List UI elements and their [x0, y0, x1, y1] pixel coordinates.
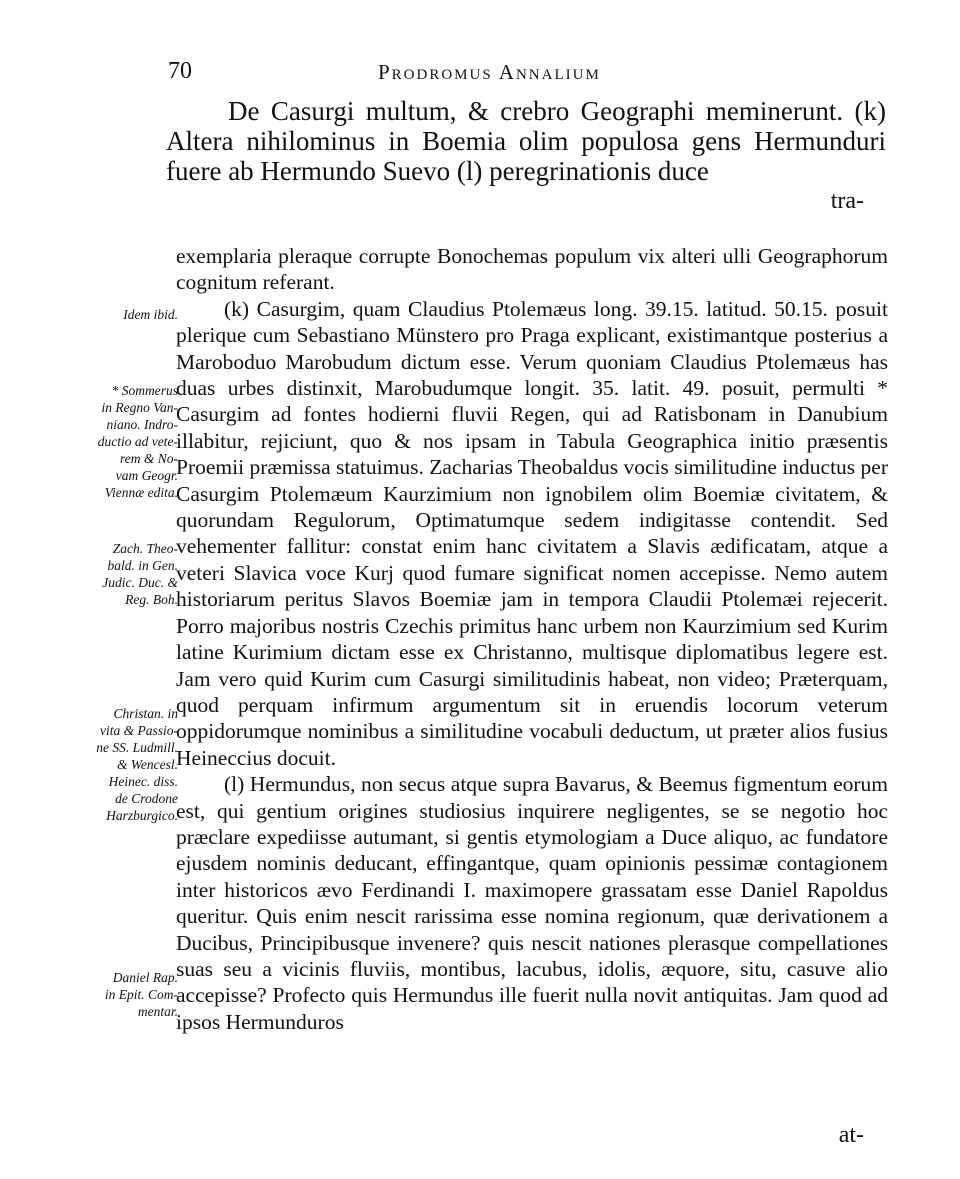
side-note-line: ductio ad vete-: [97, 434, 178, 449]
side-note-line: Harzburgico.: [106, 808, 178, 823]
footnote-l: (l) Hermundus, non secus atque supra Bavarus, & Beemus figmentum eorum est, qui gentium origines studiosius inquirere negligentes, se se negotio hoc præclare expediisse autumant, si gentis etymologiam a Duce aliquo, ac fundatore ejusdem nominis deducant, effingantque, quam opinionis pessimæ contagionem inter historicos ævo Ferdinandi I. maximopere grassatam esse Daniel Rapoldus queritur. Quis enim nescit rarissima esse nomina regionum, quæ derivationem a Ducibus, Principibusque invenere? quis nescit nationes plerasque compellationes suas seu a vicinis fluviis, montibus, lacubus, idolis, æquore, situ, casuve alio accepisse? Profecto quis Hermundus ille fuerit nulla novit antiquitas. Jam quod ad ipsos Hermunduros: [176, 772, 888, 1034]
side-note-theobald: [50, 540, 178, 608]
side-note-christan: [50, 705, 178, 824]
footnote-k: (k) Casurgim, quam Claudius Ptolemæus long. 39.15. latitud. 50.15. posuit plerique cum Sebastiano Münstero pro Praga explicant, existimantque posterius a Maroboduo Marobudum dictum esse. Verum quoniam Claudius Ptolemæus has duas urbes distinxit, Marobudumque longit. 35. latit. 49. posuit, permulti * Casurgim ad fontes hodierni fluvii Regen, qui ad Ratisbonam in Danubium illabitur, rejiciunt, quo & nos ipsam in Tabula Geographica initio præsentis Proemii præmissa statuimus. Zacharias Theobaldus vocis similitudine inductus per Casurgim Ptolemæum Kaurzimium non ignobilem olim Boemiæ civitatem, & quorundam Regulorum, Optimatumque sedem indigitasse contendit. Sed vehementer fallitur: constat enim hanc civitatem a Slavis ædificatam, atque a veteri Slavica voce Kurj quod fumare significat nomen accepisse. Nemo autem historiarum peritus Slavos Boemiæ jam in tempora Claudii Ptolemæi rejecerit. Porro majoribus nostris Czechis primitus hanc urbem non Kaurzimium sed Kurim latine Kurimium dictam esse ex Christanno, multisque diplomatibus legere est. Jam vero quid Kurim cum Casurgi similitudinis habeat, non video; Præterquam, quod perquam infirmum argumentum sit in eruendis locorum veterum oppidorumque nominibus a similitudine vocabuli deductum, ut præter alios fusius Heineccius docuit.: [176, 296, 888, 770]
side-note-line: rem & No-: [120, 451, 178, 466]
side-note-line: ne SS. Ludmill.: [96, 740, 178, 755]
side-note-line: Judic. Duc. &: [102, 575, 178, 590]
side-note-sommerus: [50, 382, 178, 501]
side-note-line: Viennæ edita.: [104, 485, 178, 500]
side-note-line: Zach. Theo-: [112, 541, 178, 556]
side-note-line: bald. in Gen.: [107, 558, 178, 573]
main-text: [166, 96, 886, 186]
catchword-bottom: at-: [838, 1122, 864, 1148]
side-note-line: & Wencesl.: [117, 757, 178, 772]
side-note-idem: [50, 306, 178, 323]
main-paragraph: De Casurgi multum, & crebro Geographi meminerunt. (k) Altera nihilominus in Boemia olim populosa gens Hermunduri fuere ab Hermundo Suevo (l) peregrinationis duce: [166, 96, 886, 186]
catchword-top: tra-: [830, 188, 864, 214]
side-note-line: niano. Indro-: [106, 417, 178, 432]
side-note-line: vam Geogr.: [115, 468, 178, 483]
side-note-line: mentar.: [137, 1004, 178, 1019]
side-note-line: Christan. in: [113, 706, 178, 721]
side-note-line: Reg. Boh.: [125, 592, 178, 607]
side-note-line: Daniel Rap.: [112, 970, 178, 985]
footnote-continuation: exemplaria pleraque corrupte Bonochemas populum vix alteri ulli Geographorum cognitum referant.: [176, 244, 888, 295]
side-note-line: Heinec. diss.: [108, 774, 178, 789]
footnotes: [176, 243, 888, 1035]
side-note-line: Idem ibid.: [123, 307, 178, 322]
side-note-rapoldus: [50, 969, 178, 1020]
running-head: Prodromus Annalium: [378, 60, 601, 84]
side-note-line: in Epit. Com-: [104, 987, 178, 1002]
side-note-line: in Regno Van-: [101, 400, 178, 415]
side-note-line: vita & Passio-: [100, 723, 178, 738]
side-note-line: de Crodone: [115, 791, 178, 806]
page-number: 70: [168, 58, 192, 84]
side-note-line: * Sommerus: [111, 383, 178, 398]
